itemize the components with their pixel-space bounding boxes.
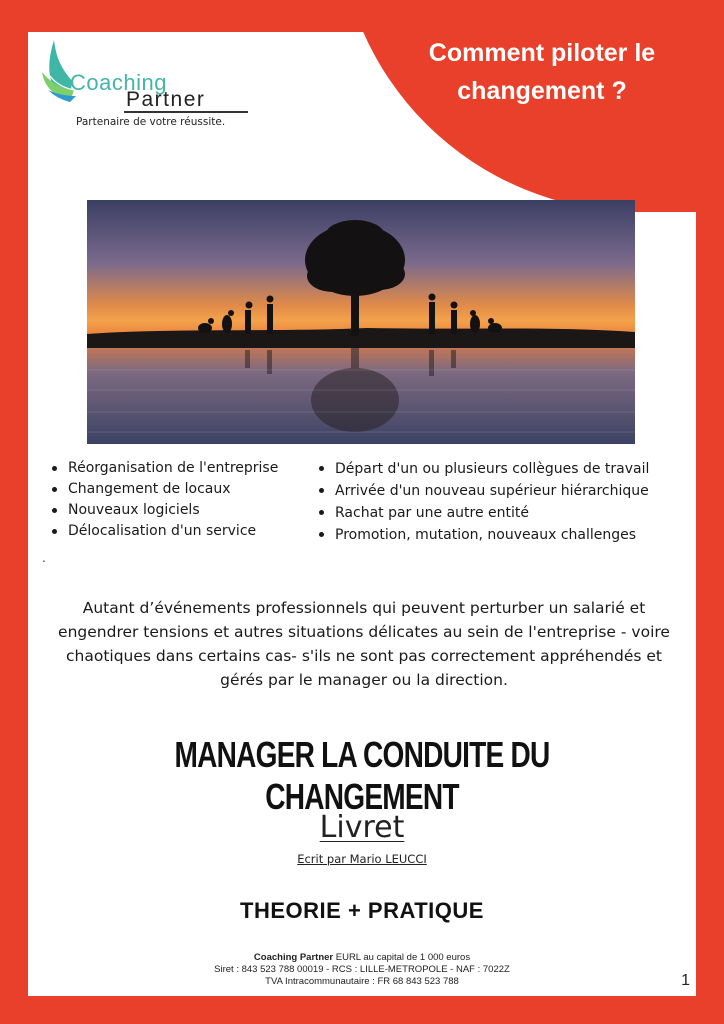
footer-line-3: TVA Intracommunautaire : FR 68 843 523 788 (265, 976, 459, 987)
intro-paragraph: Autant d’événements professionnels qui peuvent perturber un salarié et engendrer tensions et autres situations délicates au sein de l'entreprise - voire chaotiques dans certains cas- s'ils ne sont pas correctement appréhendés et gérés par le manager ou la direction. (58, 599, 670, 689)
logo-word-partner: Partner (126, 88, 206, 111)
livret-heading (28, 810, 696, 845)
list-item: Départ d'un ou plusieurs collègues de travail (315, 458, 649, 480)
logo-underline (124, 111, 248, 113)
tagline: Partenaire de votre réussite. (76, 116, 226, 128)
list-item: Réorganisation de l'entreprise (48, 458, 278, 479)
author-credit (28, 852, 696, 866)
main-title: MANAGER LA CONDUITE DU CHANGEMENT (174, 734, 550, 817)
change-list-right (315, 458, 649, 546)
list-item: Promotion, mutation, nouveaux challenges (315, 524, 649, 546)
evolution-silhouette-photo (87, 200, 635, 444)
change-list-left (48, 458, 278, 542)
subtitle: THEORIE + PRATIQUE (240, 898, 484, 923)
list-item: Changement de locaux (48, 479, 278, 500)
page-sheet (28, 32, 696, 996)
logo-word-coaching: Coaching (70, 70, 167, 95)
stray-mark: . (42, 551, 46, 565)
list-item: Arrivée d'un nouveau supérieur hiérarchique (315, 480, 649, 502)
footer (28, 952, 696, 988)
page-title: Comment piloter le changement ? (428, 39, 656, 105)
list-item: Nouveaux logiciels (48, 500, 278, 521)
livret-label: Livret (319, 810, 405, 845)
page-number: 1 (681, 972, 690, 989)
footer-line-2: Siret : 843 523 788 00019 - RCS : LILLE-METROPOLE - NAF : 7022Z (214, 964, 510, 975)
list-item: Délocalisation d'un service (48, 521, 278, 542)
author-label: Ecrit par Mario LEUCCI (297, 852, 427, 866)
logo (40, 36, 240, 111)
list-item: Rachat par une autre entité (315, 502, 649, 524)
footer-company: Coaching Partner (253, 952, 334, 963)
footer-line-1 (28, 952, 696, 964)
footer-capital: EURL au capital de 1 000 euros (333, 952, 471, 963)
